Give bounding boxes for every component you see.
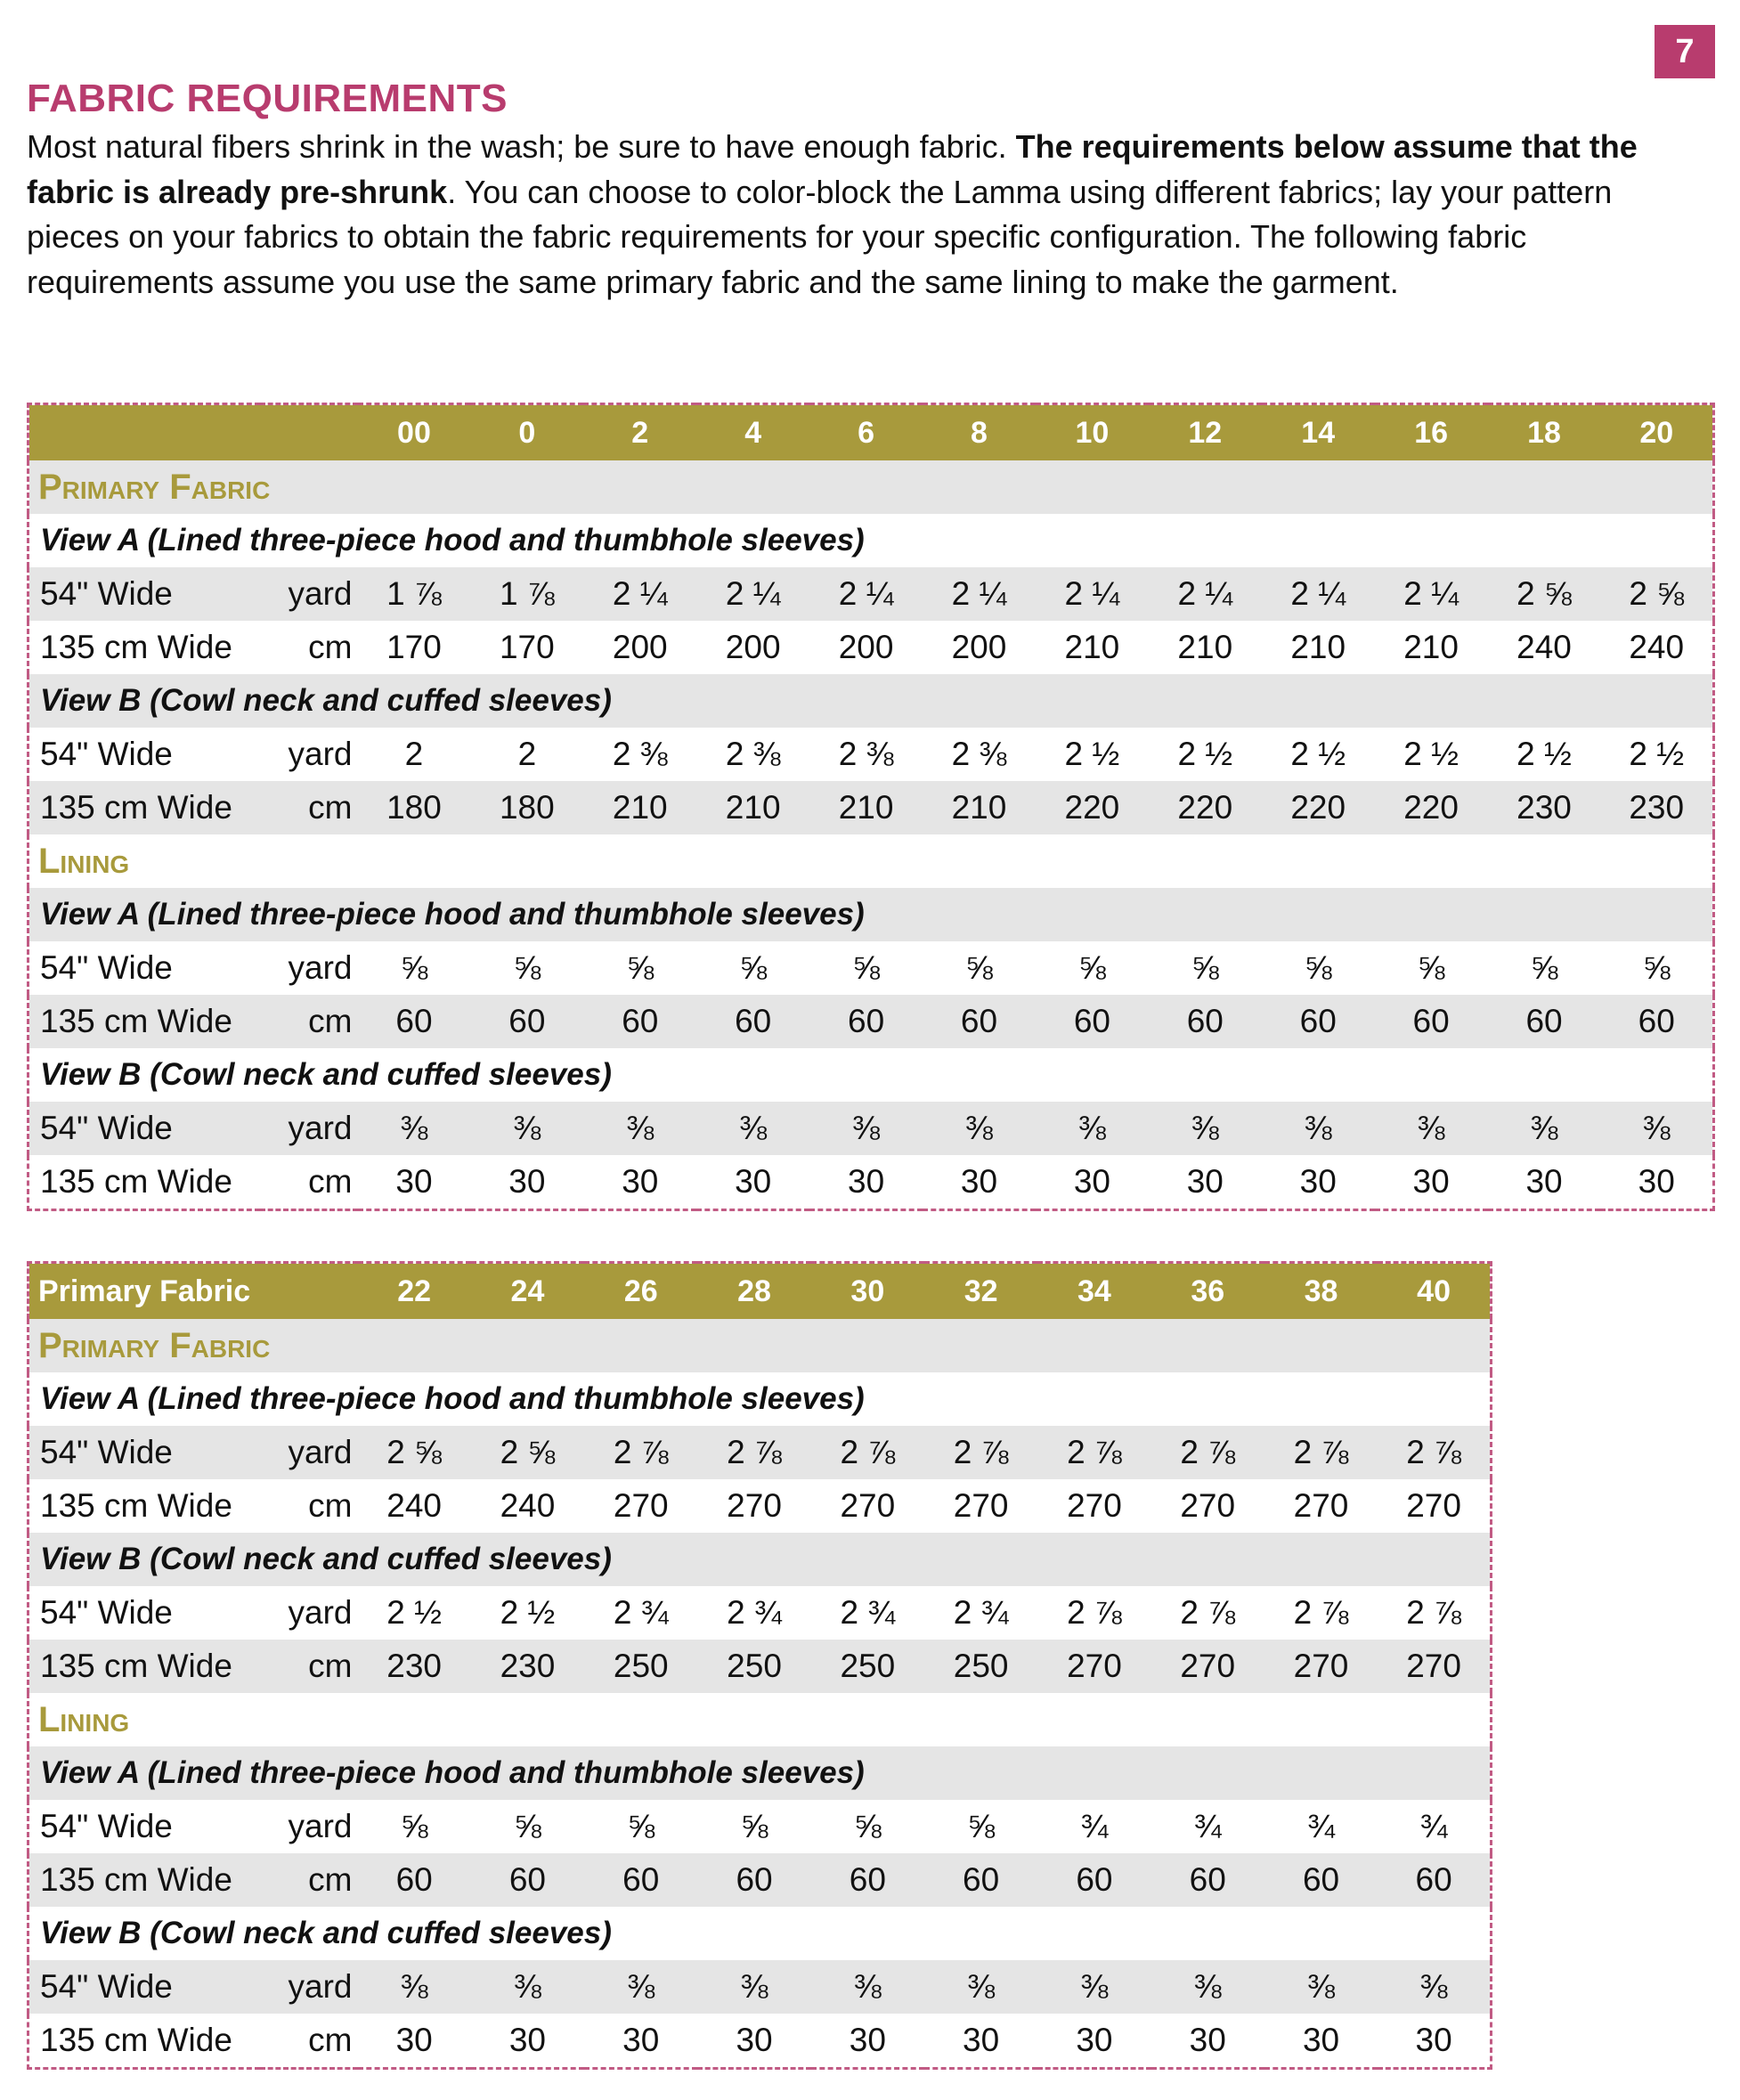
requirement-value: 2 ¼ (1149, 567, 1262, 621)
requirement-value: 30 (849, 2022, 886, 2058)
requirement-value: 220 (1036, 781, 1149, 834)
table-row (28, 781, 1714, 834)
table-row (28, 1102, 1714, 1155)
requirement-value: ⅜ (470, 1102, 583, 1155)
requirement-value: 270 (1406, 1487, 1461, 1524)
requirement-value: 60 (696, 995, 809, 1048)
fabric-table-sizes-00-20 (27, 403, 1715, 1211)
section-title: Primary Fabric (28, 460, 1714, 514)
requirement-value: 2 ¼ (1036, 567, 1149, 621)
fabric-width-label: 54" Wide (40, 736, 173, 772)
fabric-width-label: 54" Wide (40, 949, 173, 986)
fabric-width-label: 54" Wide (28, 567, 260, 621)
requirement-value: 30 (1073, 1163, 1110, 1200)
requirement-value: 2 ½ (1403, 736, 1459, 772)
size-header-cell: 6 (809, 404, 923, 461)
requirement-value: 30 (736, 2022, 773, 2058)
requirement-value: 2 (517, 736, 537, 772)
section-title: Lining (38, 841, 130, 881)
table-row (28, 1853, 1492, 1907)
header-label: Primary Fabric (28, 1263, 358, 1320)
requirement-value: ⅜ (1036, 1102, 1149, 1155)
requirement-value: 30 (960, 1163, 998, 1200)
section-row (28, 460, 1714, 514)
requirement-value: 2 ½ (386, 1594, 442, 1631)
requirement-value: 2 ⅞ (1293, 1594, 1349, 1631)
view-title: View A (Lined three-piece hood and thumbhole sleeves) (28, 888, 1714, 941)
size-header-cell: 20 (1600, 404, 1713, 461)
requirement-value: ⅝ (1642, 949, 1671, 986)
unit-label: yard (288, 949, 353, 986)
page-title: FABRIC REQUIREMENTS (27, 77, 508, 120)
requirement-value: 2 ¼ (1375, 567, 1488, 621)
size-header-cell: 0 (470, 404, 583, 461)
section-title: Primary Fabric (28, 1319, 1492, 1372)
requirement-value: ⅜ (696, 1102, 809, 1155)
requirement-value: ¾ (1307, 1808, 1335, 1844)
table-row (28, 1586, 1492, 1640)
requirement-value: 200 (838, 629, 894, 665)
requirement-value: 210 (1177, 629, 1233, 665)
requirement-value: 270 (1037, 1640, 1151, 1693)
requirement-value: ⅝ (626, 949, 655, 986)
requirement-value: 60 (1488, 995, 1601, 1048)
requirement-value: 30 (395, 2022, 433, 2058)
requirement-value: 270 (1378, 1640, 1491, 1693)
size-header-cell: 18 (1488, 404, 1601, 461)
fabric-width-label: 54" Wide (28, 1960, 260, 2014)
header-label (28, 404, 358, 461)
requirement-value: ⅜ (924, 1960, 1037, 2014)
requirement-value: ⅜ (358, 1960, 471, 2014)
requirement-value: 270 (1067, 1487, 1122, 1524)
requirement-value: 2 ¾ (613, 1594, 669, 1631)
requirement-value: 230 (1488, 781, 1601, 834)
requirement-value: 230 (358, 1640, 471, 1693)
requirement-value: ¾ (1080, 1808, 1109, 1844)
fabric-width-label: 135 cm Wide (40, 629, 232, 665)
requirement-value: ⅜ (923, 1102, 1036, 1155)
requirement-value: ⅝ (514, 1808, 541, 1844)
requirement-value: 60 (809, 995, 923, 1048)
size-header-row (28, 404, 1714, 461)
requirement-value: 2 ⅝ (1488, 567, 1601, 621)
view-row (28, 1048, 1714, 1102)
unit-label: cm (308, 1163, 353, 1200)
table-row (28, 1640, 1492, 1693)
requirement-value: 170 (386, 629, 442, 665)
view-row (28, 1372, 1492, 1426)
unit-label: cm (308, 2022, 353, 2058)
unit-label: cm (308, 1487, 353, 1524)
view-row (28, 1533, 1492, 1586)
requirement-value: 240 (500, 1487, 556, 1524)
requirement-value: 2 ¾ (953, 1594, 1009, 1631)
requirement-value: 30 (622, 1163, 659, 1200)
requirement-value: 180 (470, 781, 583, 834)
requirement-value: ⅜ (809, 1102, 923, 1155)
requirement-value: 60 (1378, 1853, 1491, 1907)
requirement-value: 1 ⅞ (470, 567, 583, 621)
requirement-value: 60 (924, 1853, 1037, 1907)
requirement-value: 60 (1151, 1853, 1264, 1907)
requirement-value: 60 (358, 995, 471, 1048)
view-title: View A (Lined three-piece hood and thumbhole sleeves) (40, 523, 865, 558)
requirement-value: 2 ⅝ (471, 1426, 584, 1479)
requirement-value: ⅝ (739, 949, 768, 986)
view-title: View B (Cowl neck and cuffed sleeves) (40, 1916, 612, 1950)
requirement-value: 30 (1638, 1163, 1675, 1200)
section-title: Lining (38, 1699, 130, 1739)
size-header-cell: 24 (471, 1263, 584, 1320)
requirement-value: 250 (811, 1640, 924, 1693)
requirement-value: ⅝ (627, 1808, 655, 1844)
requirement-value: 30 (848, 1163, 885, 1200)
requirement-value: 220 (1262, 781, 1375, 834)
size-header-cell: 12 (1149, 404, 1262, 461)
table-row (28, 941, 1714, 995)
requirement-value: ⅜ (1151, 1960, 1264, 2014)
size-header-cell: 38 (1264, 1263, 1378, 1320)
requirement-value: ⅝ (967, 1808, 996, 1844)
requirement-value: ⅜ (811, 1960, 924, 2014)
fabric-width-label: 54" Wide (40, 1594, 173, 1631)
fabric-width-label: 135 cm Wide (40, 1163, 232, 1200)
unit-label: cm (260, 1640, 358, 1693)
requirement-value: ¾ (1419, 1808, 1448, 1844)
requirement-value: 2 ⅜ (725, 736, 781, 772)
requirement-value: ⅜ (1037, 1960, 1151, 2014)
requirement-value: ⅜ (1264, 1960, 1378, 2014)
requirement-value: 210 (809, 781, 923, 834)
requirement-value: 180 (358, 781, 471, 834)
requirement-value: 200 (612, 629, 668, 665)
requirement-value: ¾ (1193, 1808, 1222, 1844)
view-row (28, 514, 1714, 567)
requirement-value: 60 (584, 1853, 697, 1907)
requirement-value: 270 (840, 1487, 896, 1524)
requirement-value: 2 ⅞ (924, 1426, 1037, 1479)
requirement-value: 60 (470, 995, 583, 1048)
table-row (28, 728, 1714, 781)
requirement-value: 30 (1186, 1163, 1224, 1200)
requirement-value: 60 (811, 1853, 924, 1907)
requirement-value: 30 (1299, 1163, 1337, 1200)
requirement-value: 60 (697, 1853, 810, 1907)
requirement-value: ⅜ (1378, 1960, 1491, 2014)
table-row (28, 1426, 1492, 1479)
requirement-value: 2 ⅞ (1037, 1426, 1151, 1479)
requirement-value: 30 (395, 1163, 433, 1200)
unit-label: yard (288, 736, 353, 772)
requirement-value: 30 (1076, 2022, 1113, 2058)
requirement-value: 60 (923, 995, 1036, 1048)
unit-label: cm (260, 781, 358, 834)
requirement-value: 2 ⅜ (838, 736, 894, 772)
unit-label: yard (288, 1808, 353, 1844)
unit-label: yard (260, 567, 358, 621)
unit-label: cm (260, 1853, 358, 1907)
requirement-value: 30 (1412, 1163, 1450, 1200)
fabric-width-label: 54" Wide (40, 1808, 173, 1844)
unit-label: yard (260, 1426, 358, 1479)
requirement-value: 2 ⅞ (811, 1426, 924, 1479)
requirement-value: 2 ⅞ (584, 1426, 697, 1479)
fabric-width-label: 135 cm Wide (28, 995, 260, 1048)
intro-text-1: Most natural fibers shrink in the wash; be sure to have enough fabric. (27, 128, 1016, 165)
requirement-value: 170 (499, 629, 555, 665)
requirement-value: 210 (696, 781, 809, 834)
requirement-value: 60 (1375, 995, 1488, 1048)
requirement-value: 2 ⅞ (1180, 1594, 1236, 1631)
requirement-value: ⅝ (1191, 949, 1219, 986)
requirement-value: 2 ¾ (840, 1594, 896, 1631)
requirement-value: 60 (1036, 995, 1149, 1048)
requirement-value: 2 ½ (1064, 736, 1120, 772)
requirement-value: 210 (1290, 629, 1346, 665)
requirement-value: 240 (386, 1487, 443, 1524)
requirement-value: 60 (1264, 1853, 1378, 1907)
requirement-value: 230 (471, 1640, 584, 1693)
requirement-value: 2 ⅝ (1600, 567, 1713, 621)
requirement-value: ⅜ (584, 1960, 697, 2014)
requirement-value: ⅝ (1417, 949, 1445, 986)
requirement-value: 2 ½ (500, 1594, 556, 1631)
intro-text-bold: The requirements below assume that the fabric is already pre-shrunk (27, 128, 1638, 210)
size-header-cell: 2 (583, 404, 696, 461)
unit-label: cm (308, 629, 353, 665)
requirement-value: 30 (1189, 2022, 1226, 2058)
requirement-value: ⅝ (513, 949, 541, 986)
requirement-value: 240 (1629, 629, 1685, 665)
requirement-value: 2 ⅞ (1406, 1594, 1461, 1631)
requirement-value: 210 (923, 781, 1036, 834)
requirement-value: ⅜ (471, 1960, 584, 2014)
requirement-value: 250 (584, 1640, 697, 1693)
section-row (28, 834, 1714, 888)
requirement-value: 2 ¼ (696, 567, 809, 621)
fabric-width-label: 135 cm Wide (40, 1487, 232, 1524)
requirement-value: ⅝ (1077, 949, 1106, 986)
requirement-value: 270 (1293, 1487, 1349, 1524)
requirement-value: 270 (613, 1487, 669, 1524)
size-header-cell: 32 (924, 1263, 1037, 1320)
intro-paragraph (27, 125, 1710, 305)
view-row (28, 1746, 1492, 1800)
requirement-value: 270 (727, 1487, 782, 1524)
size-header-cell: 36 (1151, 1263, 1264, 1320)
size-header-cell: 8 (923, 404, 1036, 461)
requirement-value: 2 ¼ (923, 567, 1036, 621)
size-header-cell: 26 (584, 1263, 697, 1320)
view-row (28, 674, 1714, 728)
requirement-value: ⅝ (400, 1808, 428, 1844)
view-row (28, 888, 1714, 941)
unit-label: yard (288, 1594, 353, 1631)
requirement-value: 210 (583, 781, 696, 834)
requirement-value: 2 ½ (1177, 736, 1233, 772)
requirement-value: 230 (1600, 781, 1713, 834)
requirement-value: 60 (1600, 995, 1713, 1048)
requirement-value: ⅜ (583, 1102, 696, 1155)
requirement-value: 2 ¾ (727, 1594, 782, 1631)
requirement-value: 60 (471, 1853, 584, 1907)
size-header-cell: 34 (1037, 1263, 1151, 1320)
requirement-value: ⅝ (965, 949, 993, 986)
table-row (28, 1479, 1492, 1533)
requirement-value: 220 (1149, 781, 1262, 834)
size-header-cell: 10 (1036, 404, 1149, 461)
requirement-value: 30 (1415, 2022, 1452, 2058)
requirement-value: 240 (1516, 629, 1572, 665)
section-row (28, 1319, 1492, 1372)
view-row (28, 1907, 1492, 1960)
size-header-cell: 22 (358, 1263, 471, 1320)
unit-label: cm (260, 995, 358, 1048)
requirement-value: 210 (1403, 629, 1459, 665)
table-row (28, 995, 1714, 1048)
size-header-cell: 4 (696, 404, 809, 461)
page-number-badge: 7 (1655, 25, 1715, 78)
requirement-value: 2 (404, 736, 424, 772)
requirement-value: 60 (583, 995, 696, 1048)
intro-text-2: . You can choose to color-block the Lamma using different fabrics; lay your pattern pieces on your fabrics to obtain the fabric requirements for your specific configuration. The following fabric requirements assume you use the same primary fabric and the same lining to make the garment. (27, 173, 1613, 300)
requirement-value: 60 (358, 1853, 471, 1907)
requirement-value: ⅜ (697, 1960, 810, 2014)
table-row (28, 621, 1714, 674)
requirement-value: 250 (924, 1640, 1037, 1693)
size-header-cell: 28 (697, 1263, 810, 1320)
requirement-value: ⅜ (1375, 1102, 1488, 1155)
requirement-value: 30 (963, 2022, 1000, 2058)
requirement-value: 270 (953, 1487, 1009, 1524)
requirement-value: 30 (1302, 2022, 1340, 2058)
requirement-value: 270 (1151, 1640, 1264, 1693)
requirement-value: 2 ⅝ (358, 1426, 471, 1479)
requirement-value: 30 (508, 2022, 547, 2058)
requirement-value: 60 (1262, 995, 1375, 1048)
view-title: View B (Cowl neck and cuffed sleeves) (28, 674, 1714, 728)
view-title: View B (Cowl neck and cuffed sleeves) (40, 1057, 612, 1092)
requirement-value: ⅜ (358, 1102, 471, 1155)
size-header-cell: 16 (1375, 404, 1488, 461)
table-row (28, 1800, 1492, 1853)
view-title: View B (Cowl neck and cuffed sleeves) (28, 1533, 1492, 1586)
requirement-value: 270 (1264, 1640, 1378, 1693)
requirement-value: ⅝ (1304, 949, 1332, 986)
size-header-cell: 30 (811, 1263, 924, 1320)
requirement-value: 2 ¼ (1262, 567, 1375, 621)
fabric-width-label: 135 cm Wide (28, 1853, 260, 1907)
requirement-value: 60 (1037, 1853, 1151, 1907)
unit-label: yard (260, 1960, 358, 2014)
requirement-value: 200 (951, 629, 1007, 665)
requirement-value: 30 (735, 1163, 772, 1200)
requirement-value: 30 (622, 2022, 660, 2058)
table-row (28, 1155, 1714, 1210)
fabric-table-sizes-22-40 (27, 1261, 1492, 2070)
requirement-value: ⅝ (852, 949, 880, 986)
requirement-value: 2 ⅞ (1264, 1426, 1378, 1479)
requirement-value: 2 ⅜ (951, 736, 1007, 772)
requirement-value: 2 ¼ (809, 567, 923, 621)
requirement-value: 210 (1064, 629, 1120, 665)
size-header-cell: 14 (1262, 404, 1375, 461)
table-row (28, 567, 1714, 621)
view-title: View A (Lined three-piece hood and thumbhole sleeves) (28, 1746, 1492, 1800)
requirement-value: 220 (1375, 781, 1488, 834)
size-header-row (28, 1263, 1492, 1320)
requirement-value: 2 ⅞ (697, 1426, 810, 1479)
fabric-width-label: 54" Wide (28, 1102, 260, 1155)
size-header-cell: 00 (358, 404, 471, 461)
requirement-value: ⅜ (1600, 1102, 1713, 1155)
requirement-value: 200 (725, 629, 781, 665)
requirement-value: 60 (1149, 995, 1262, 1048)
fabric-width-label: 135 cm Wide (28, 781, 260, 834)
requirement-value: ⅝ (853, 1808, 882, 1844)
view-title: View A (Lined three-piece hood and thumbhole sleeves) (40, 1381, 865, 1416)
requirement-value: 2 ½ (1516, 736, 1572, 772)
requirement-value: 1 ⅞ (358, 567, 471, 621)
size-header-cell: 40 (1378, 1263, 1491, 1320)
requirement-value: 2 ⅞ (1378, 1426, 1491, 1479)
requirement-value: 30 (1525, 1163, 1563, 1200)
fabric-width-label: 135 cm Wide (40, 2022, 232, 2058)
requirement-value: 2 ⅞ (1151, 1426, 1264, 1479)
table-row (28, 1960, 1492, 2014)
requirement-value: ⅜ (1262, 1102, 1375, 1155)
requirement-value: 270 (1180, 1487, 1236, 1524)
fabric-width-label: 135 cm Wide (28, 1640, 260, 1693)
section-row (28, 1693, 1492, 1746)
requirement-value: 2 ½ (1629, 736, 1685, 772)
requirement-value: 2 ¼ (583, 567, 696, 621)
table-row (28, 2014, 1492, 2069)
requirement-value: ⅝ (1530, 949, 1558, 986)
requirement-value: 2 ½ (1290, 736, 1346, 772)
requirement-value: ⅝ (740, 1808, 768, 1844)
requirement-value: 2 ⅜ (612, 736, 668, 772)
requirement-value: ⅜ (1488, 1102, 1601, 1155)
fabric-width-label: 54" Wide (28, 1426, 260, 1479)
requirement-value: ⅝ (400, 949, 428, 986)
unit-label: yard (260, 1102, 358, 1155)
requirement-value: 30 (508, 1163, 546, 1200)
requirement-value: 250 (697, 1640, 810, 1693)
requirement-value: 2 ⅞ (1067, 1594, 1122, 1631)
requirement-value: ⅜ (1149, 1102, 1262, 1155)
